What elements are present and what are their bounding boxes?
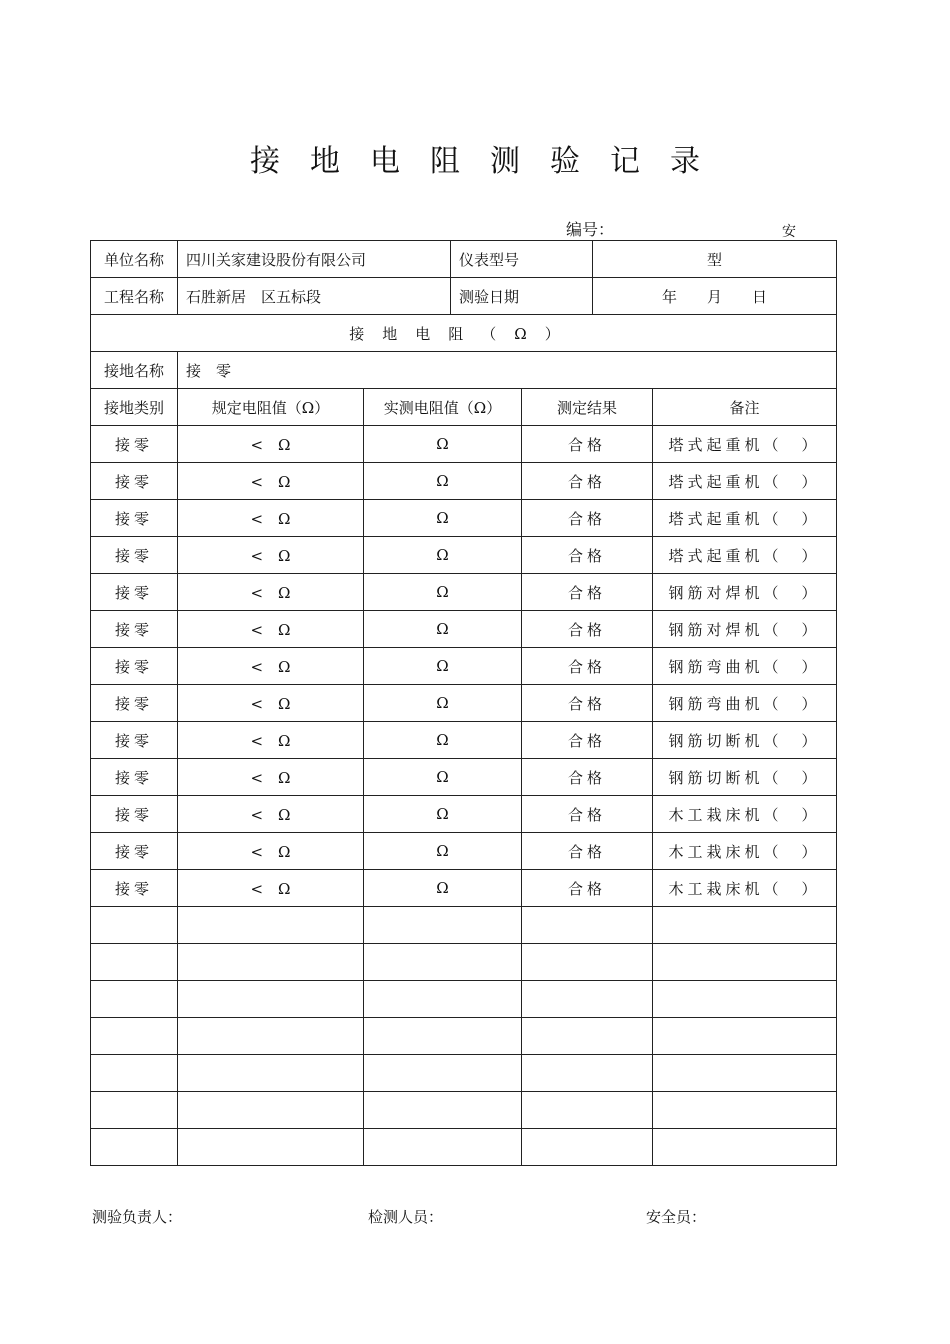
cell-note: 塔式起重机（ ） xyxy=(653,537,837,574)
cell-spec: < Ω xyxy=(178,833,364,870)
cell-result xyxy=(522,944,653,981)
cell-type: 接零 xyxy=(91,463,178,500)
cell-note: 塔式起重机（ ） xyxy=(653,463,837,500)
table-row xyxy=(91,463,837,500)
cell-note: 木工栽床机（ ） xyxy=(653,870,837,907)
record-table xyxy=(90,240,837,1166)
cell-note: 木工栽床机（ ） xyxy=(653,833,837,870)
column-header-note: 备注 xyxy=(653,389,837,426)
cell-result: 合格 xyxy=(522,426,653,463)
cell-spec xyxy=(178,1092,364,1129)
unit-label: 单位名称 xyxy=(91,241,178,278)
column-header-row xyxy=(91,389,837,426)
cell-measured: Ω xyxy=(364,463,522,500)
project-value: 石胜新居 区五标段 xyxy=(178,278,451,315)
cell-type: 接零 xyxy=(91,759,178,796)
cell-type: 接零 xyxy=(91,426,178,463)
cell-type: 接零 xyxy=(91,500,178,537)
table-row xyxy=(91,1092,837,1129)
cell-result: 合格 xyxy=(522,833,653,870)
table-row xyxy=(91,722,837,759)
cell-measured: Ω xyxy=(364,648,522,685)
cell-measured: Ω xyxy=(364,537,522,574)
cell-spec: < Ω xyxy=(178,759,364,796)
cell-note xyxy=(653,981,837,1018)
date-value: 年 月 日 xyxy=(593,278,837,315)
cell-spec: < Ω xyxy=(178,796,364,833)
table-row xyxy=(91,759,837,796)
cell-spec xyxy=(178,1018,364,1055)
cell-note: 木工栽床机（ ） xyxy=(653,796,837,833)
date-label: 测验日期 xyxy=(451,278,593,315)
cell-result: 合格 xyxy=(522,870,653,907)
cell-note: 塔式起重机（ ） xyxy=(653,426,837,463)
cell-measured xyxy=(364,1018,522,1055)
cell-type xyxy=(91,981,178,1018)
table-row xyxy=(91,611,837,648)
cell-note xyxy=(653,1129,837,1166)
instrument-value: 型 xyxy=(593,241,837,278)
project-label: 工程名称 xyxy=(91,278,178,315)
table-row xyxy=(91,907,837,944)
table-row xyxy=(91,1055,837,1092)
cell-type: 接零 xyxy=(91,722,178,759)
table-row xyxy=(91,944,837,981)
unit-value: 四川关家建设股份有限公司 xyxy=(178,241,451,278)
cell-measured: Ω xyxy=(364,722,522,759)
cell-note: 钢筋对焊机（ ） xyxy=(653,574,837,611)
cell-spec: < Ω xyxy=(178,537,364,574)
cell-note: 钢筋切断机（ ） xyxy=(653,722,837,759)
cell-type xyxy=(91,944,178,981)
cell-measured: Ω xyxy=(364,500,522,537)
cell-measured: Ω xyxy=(364,574,522,611)
cell-type: 接零 xyxy=(91,611,178,648)
cell-note: 钢筋对焊机（ ） xyxy=(653,611,837,648)
cell-result: 合格 xyxy=(522,648,653,685)
supervisor-label: 测验负责人： xyxy=(92,1208,183,1226)
cell-result xyxy=(522,1055,653,1092)
cell-spec xyxy=(178,1129,364,1166)
cell-type: 接零 xyxy=(91,574,178,611)
instrument-label: 仪表型号 xyxy=(451,241,593,278)
cell-spec: < Ω xyxy=(178,722,364,759)
cell-measured: Ω xyxy=(364,833,522,870)
cell-result: 合格 xyxy=(522,796,653,833)
cell-spec: < Ω xyxy=(178,685,364,722)
cell-note: 钢筋弯曲机（ ） xyxy=(653,648,837,685)
unit-row xyxy=(91,241,837,278)
cell-spec xyxy=(178,1055,364,1092)
cell-note xyxy=(653,944,837,981)
cell-type xyxy=(91,907,178,944)
section-row xyxy=(91,315,837,352)
cell-measured: Ω xyxy=(364,685,522,722)
cell-spec xyxy=(178,981,364,1018)
table-row xyxy=(91,685,837,722)
cell-measured xyxy=(364,944,522,981)
cell-note xyxy=(653,1092,837,1129)
safety-label: 安全员： xyxy=(646,1208,707,1226)
cell-measured: Ω xyxy=(364,426,522,463)
cell-type xyxy=(91,1018,178,1055)
table-row xyxy=(91,796,837,833)
cell-result: 合格 xyxy=(522,722,653,759)
cell-measured xyxy=(364,907,522,944)
column-header-result: 测定结果 xyxy=(522,389,653,426)
cell-result: 合格 xyxy=(522,574,653,611)
cell-result: 合格 xyxy=(522,537,653,574)
document-title: 接地电阻测验记录 xyxy=(250,144,730,179)
cell-type xyxy=(91,1129,178,1166)
cell-measured xyxy=(364,1092,522,1129)
cell-spec: < Ω xyxy=(178,574,364,611)
cell-spec xyxy=(178,944,364,981)
cell-result xyxy=(522,907,653,944)
cell-type xyxy=(91,1055,178,1092)
ground-name-row xyxy=(91,352,837,389)
cell-note: 塔式起重机（ ） xyxy=(653,500,837,537)
cell-result: 合格 xyxy=(522,685,653,722)
cell-result: 合格 xyxy=(522,759,653,796)
cell-type: 接零 xyxy=(91,537,178,574)
code-label: 编号： xyxy=(566,220,615,239)
cell-result xyxy=(522,1018,653,1055)
cell-spec: < Ω xyxy=(178,500,364,537)
table-row xyxy=(91,833,837,870)
table-row xyxy=(91,1018,837,1055)
cell-type: 接零 xyxy=(91,833,178,870)
cell-spec: < Ω xyxy=(178,463,364,500)
table-row xyxy=(91,648,837,685)
cell-note xyxy=(653,1055,837,1092)
project-row xyxy=(91,278,837,315)
column-header-measured: 实测电阻值（Ω） xyxy=(364,389,522,426)
cell-result: 合格 xyxy=(522,611,653,648)
cell-spec: < Ω xyxy=(178,426,364,463)
cell-result: 合格 xyxy=(522,463,653,500)
cell-measured xyxy=(364,1055,522,1092)
column-header-spec: 规定电阻值（Ω） xyxy=(178,389,364,426)
cell-measured: Ω xyxy=(364,870,522,907)
table-row xyxy=(91,574,837,611)
cell-type: 接零 xyxy=(91,796,178,833)
cell-note: 钢筋切断机（ ） xyxy=(653,759,837,796)
ground-name-label: 接地名称 xyxy=(91,352,178,389)
table-row xyxy=(91,426,837,463)
cell-type: 接零 xyxy=(91,870,178,907)
inspector-label: 检测人员： xyxy=(368,1208,444,1226)
cell-note: 钢筋弯曲机（ ） xyxy=(653,685,837,722)
column-header-type: 接地类别 xyxy=(91,389,178,426)
cell-type xyxy=(91,1092,178,1129)
table-row xyxy=(91,1129,837,1166)
cell-spec: < Ω xyxy=(178,648,364,685)
ground-name-value: 接 零 xyxy=(178,352,837,389)
cell-measured xyxy=(364,1129,522,1166)
cell-result xyxy=(522,981,653,1018)
cell-type: 接零 xyxy=(91,648,178,685)
cell-spec: < Ω xyxy=(178,870,364,907)
cell-result: 合格 xyxy=(522,500,653,537)
cell-spec: < Ω xyxy=(178,611,364,648)
code-value: 安 xyxy=(782,224,796,240)
cell-measured: Ω xyxy=(364,796,522,833)
cell-measured: Ω xyxy=(364,759,522,796)
cell-measured xyxy=(364,981,522,1018)
cell-type: 接零 xyxy=(91,685,178,722)
table-row xyxy=(91,870,837,907)
table-row xyxy=(91,500,837,537)
cell-note xyxy=(653,1018,837,1055)
cell-spec xyxy=(178,907,364,944)
table-row xyxy=(91,537,837,574)
cell-result xyxy=(522,1129,653,1166)
cell-measured: Ω xyxy=(364,611,522,648)
cell-result xyxy=(522,1092,653,1129)
section-title: 接地电阻（Ω） xyxy=(91,315,837,352)
cell-note xyxy=(653,907,837,944)
table-row xyxy=(91,981,837,1018)
